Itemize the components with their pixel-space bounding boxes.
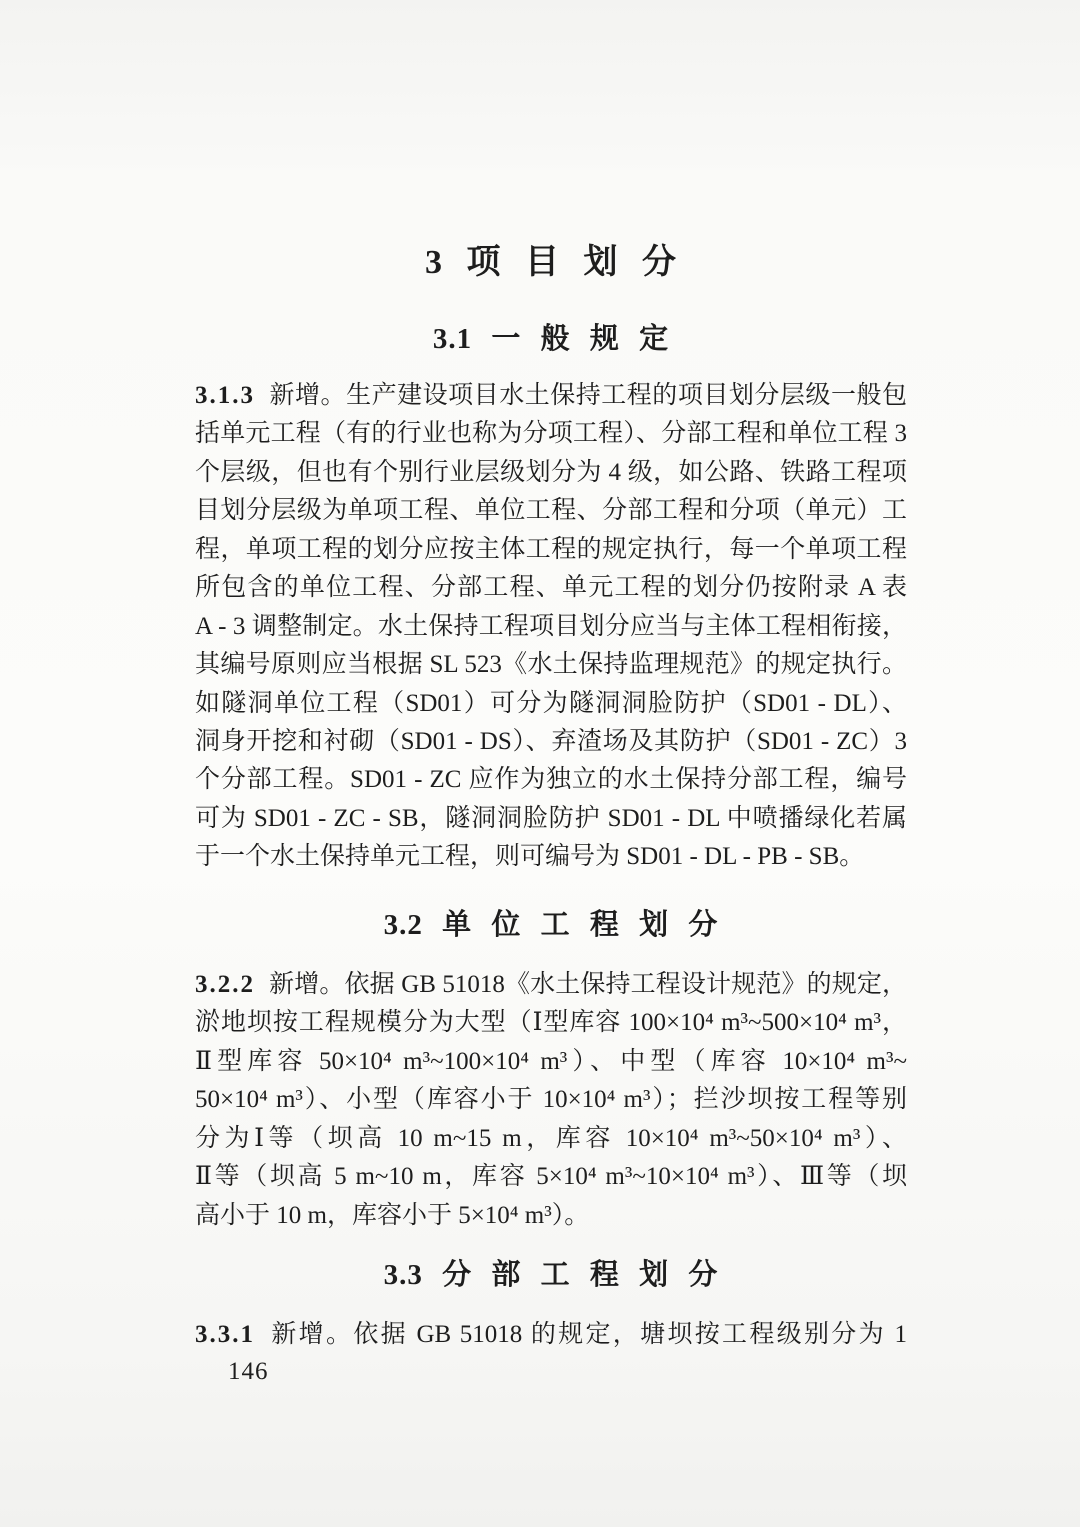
paragraph-line: 程，单项工程的划分应按主体工程的规定执行，每一个单项工程 (195, 535, 907, 563)
paragraph-line: 分为Ⅰ等（坝高 10 m~15 m，库容 10×10⁴ m³~50×10⁴ m³）、 (195, 1124, 907, 1152)
paragraph-line: 括单元工程（有的行业也称为分项工程）、分部工程和单位工程 3 (195, 420, 907, 448)
paragraph-number: 3.2.2 (195, 971, 255, 998)
paragraph-line: Ⅱ等（坝高 5 m~10 m，库容 5×10⁴ m³~10×10⁴ m³）、Ⅲ等（坝 (195, 1163, 907, 1191)
chapter-title: 3 项 目 划 分 (425, 244, 677, 281)
paragraph-line (195, 966, 907, 1004)
paragraph-text: 新增。依据 GB 51018《水土保持工程设计规范》的规定， (269, 971, 907, 998)
paragraph-line: 其编号原则应当根据 SL 523《水土保持监理规范》的规定执行。 (195, 651, 907, 679)
paragraph-line: 个层级，但也有个别行业层级划分为 4 级，如公路、铁路工程项 (195, 458, 907, 486)
paragraph-line: 50×10⁴ m³）、小型（库容小于 10×10⁴ m³）；拦沙坝按工程等别 (195, 1086, 907, 1114)
section-heading-3-1: 3.1 一 般 规 定 (432, 323, 670, 355)
section-heading-3-2: 3.2 单 位 工 程 划 分 (383, 909, 719, 941)
paragraph-3-1-3 (195, 377, 907, 877)
paragraph-line: 个分部工程。SD01 - ZC 应作为独立的水土保持分部工程，编号 (195, 766, 907, 794)
paragraph-line: 如隧洞单位工程（SD01）可分为隧洞洞脸防护（SD01 - DL）、 (195, 689, 907, 717)
paragraph-line: 高小于 10 m，库容小于 5×10⁴ m³）。 (195, 1201, 590, 1229)
paragraph-line: 所包含的单位工程、分部工程、单元工程的划分仍按附录 A 表 (195, 574, 907, 602)
paragraph-number: 3.1.3 (195, 382, 255, 409)
paragraph-line (195, 377, 907, 415)
paragraph-text: 新增。依据 GB 51018 的规定，塘坝按工程级别分为 1 (269, 1321, 907, 1348)
paragraph-line: 目划分层级为单项工程、单位工程、分部工程和分项（单元）工 (195, 497, 907, 525)
section-heading-3-3: 3.3 分 部 工 程 划 分 (383, 1259, 719, 1291)
paragraph-text: 新增。生产建设项目水土保持工程的项目划分层级一般包 (269, 382, 907, 409)
paragraph-line: 可为 SD01 - ZC - SB，隧洞洞脸防护 SD01 - DL 中喷播绿化若属 (195, 804, 907, 832)
paragraph-line: A - 3 调整制定。水土保持工程项目划分应当与主体工程相衔接， (195, 612, 907, 640)
paragraph-line: 洞身开挖和衬砌（SD01 - DS）、弃渣场及其防护（SD01 - ZC）3 (195, 727, 907, 755)
paragraph-line: 于一个水土保持单元工程，则可编号为 SD01 - DL - PB - SB。 (195, 843, 865, 871)
paragraph-line: 淤地坝按工程规模分为大型（Ⅰ型库容 100×10⁴ m³~500×10⁴ m³， (195, 1009, 907, 1037)
paragraph-3-3-1 (195, 1316, 907, 1354)
page-number: 146 (228, 1358, 269, 1385)
paragraph-line (195, 1316, 907, 1354)
paragraph-3-2-2 (195, 966, 907, 1235)
paragraph-line: Ⅱ型库容 50×10⁴ m³~100×10⁴ m³）、中型（库容 10×10⁴ m³~ (195, 1047, 907, 1075)
paragraph-number: 3.3.1 (195, 1321, 255, 1348)
